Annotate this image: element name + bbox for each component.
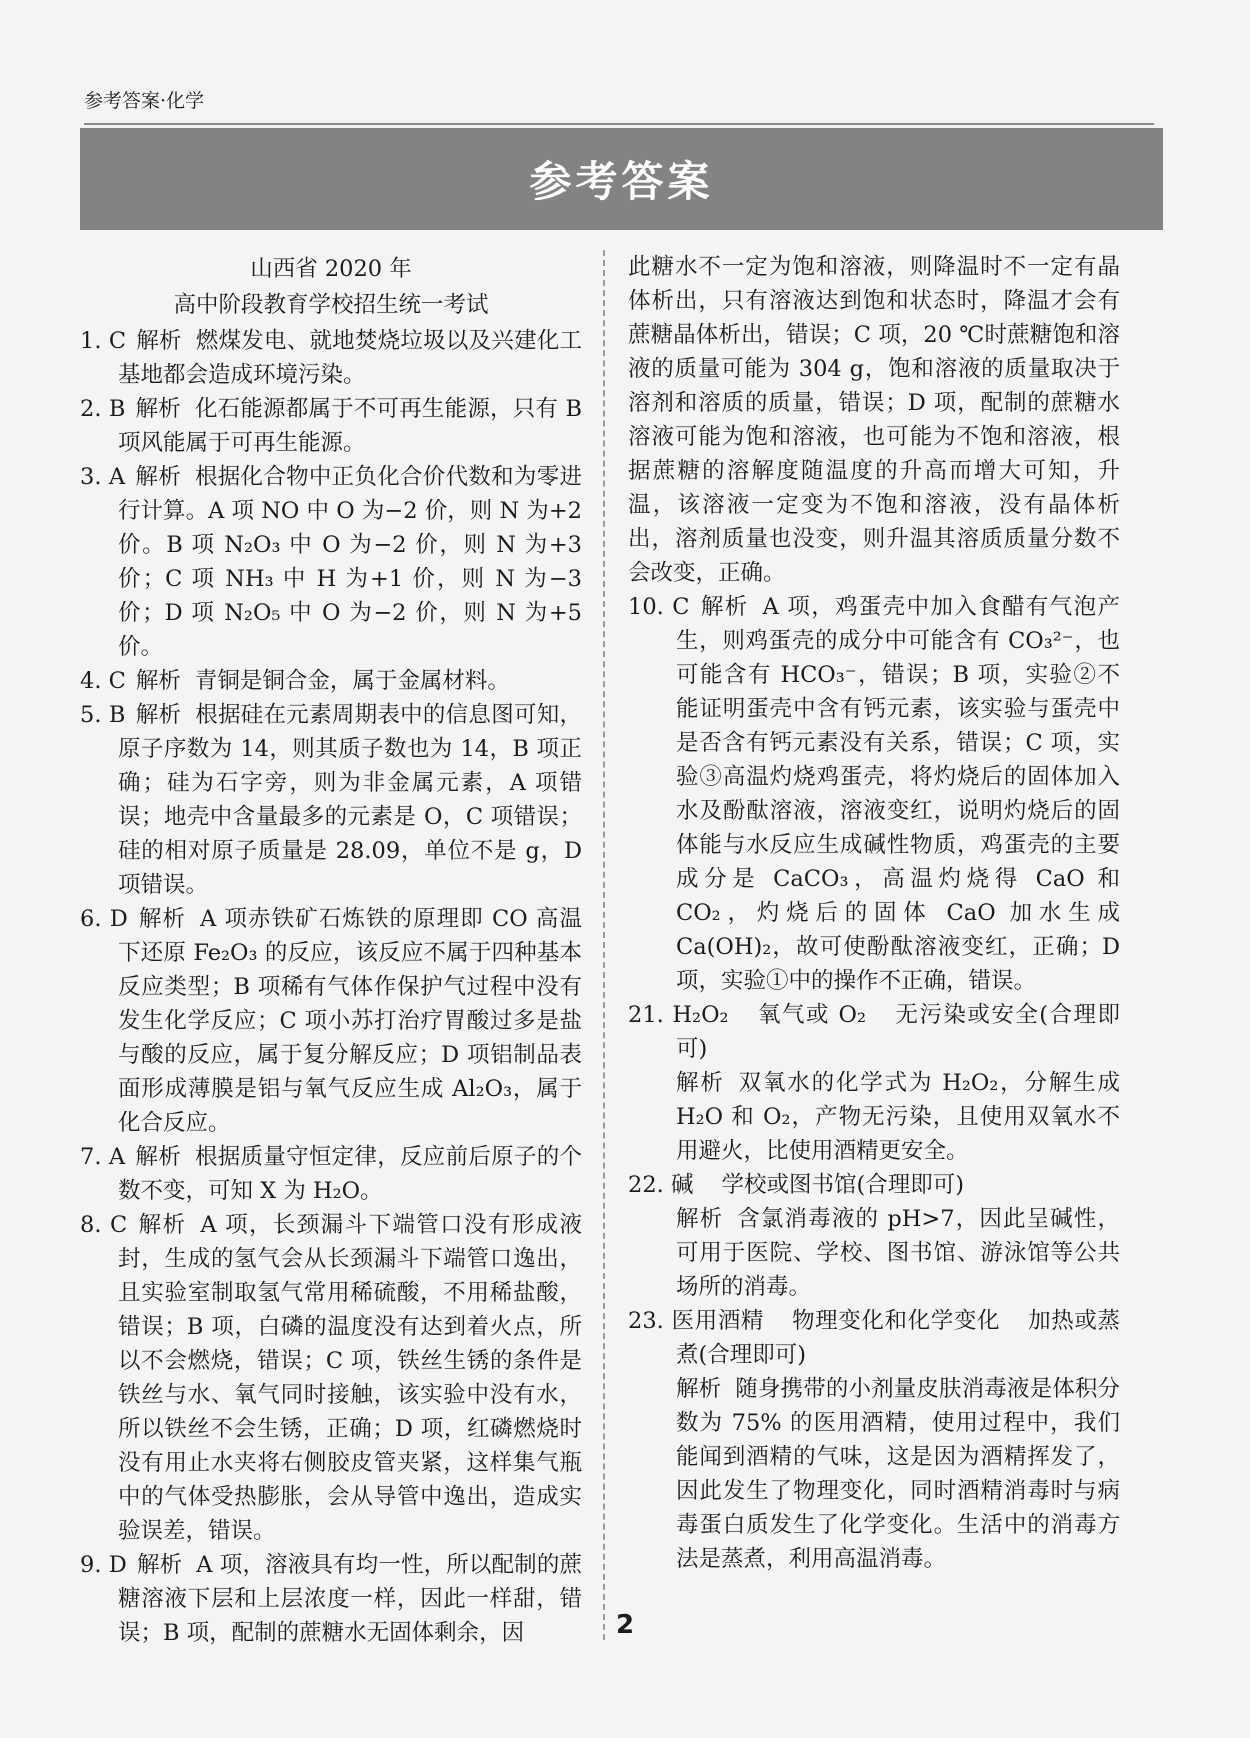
blank-answer: 物理变化和化学变化 bbox=[792, 1308, 1001, 1334]
parse-label: 解析 bbox=[676, 1070, 725, 1096]
answer-9-continuation: 此糖水不一定为饱和溶液，则降温时不一定有晶体析出，只有溶液达到饱和状态时，降温才会有蔗糖晶体析出，错误；C 项，20 ℃时蔗糖饱和溶液的质量可能为 304 g，饱和溶液的质量取决于溶剂和溶质的质量，错误；D 项，配制的蔗糖水溶液可能为饱和溶液，也可能为不饱和溶液，根据蔗糖的溶解度随温度的升高而增大可知，升温，该溶液一定变为不饱和溶液，没有晶体析出，溶剂质量也没变，则升温其溶质质量分数不会改变，正确。 bbox=[628, 254, 1120, 586]
parse-label: 解析 bbox=[699, 594, 749, 620]
answer-text: A 项赤铁矿石炼铁的原理即 CO 高温下还原 Fe₂O₃ 的反应，该反应不属于四种基本反应类型；B 项稀有气体作保护气过程中没有发生化学反应；C 项小苏打治疗胃酸过多是盐与酸的反应，属于复分解反应；D 项铝制品表面形成薄膜是铝与氧气反应生成 Al₂O₃，属于化合反应。 bbox=[118, 906, 582, 1136]
parse-label: 解析 bbox=[135, 668, 181, 694]
blank-answer: 氧气或 O₂ bbox=[756, 1002, 867, 1028]
title-banner bbox=[80, 128, 1163, 230]
answer-number: 2. B bbox=[80, 396, 126, 422]
explanation-text: 随身携带的小剂量皮肤消毒液是体积分数为 75% 的医用酒精，使用过程中，我们能闻到酒精的气味，这是因为酒精挥发了，因此发生了物理变化，同时酒精消毒时与病毒蛋白质发生了化学变化。生活中的消毒方法是蒸煮，利用高温消毒。 bbox=[676, 1376, 1120, 1572]
answer-number: 23. bbox=[628, 1308, 664, 1334]
answer-text: 根据质量守恒定律，反应前后原子的个数不变，可知 X 为 H₂O。 bbox=[118, 1144, 582, 1204]
answer-number: 6. D bbox=[80, 906, 128, 932]
blank-answer: H₂O₂ bbox=[672, 1002, 729, 1028]
parse-label: 解析 bbox=[676, 1206, 724, 1232]
answer-number: 22. bbox=[628, 1172, 664, 1198]
answer-item-23 bbox=[628, 1304, 1120, 1372]
answer-text: A 项，长颈漏斗下端管口没有形成液封，生成的氢气会从长颈漏斗下端管口逸出，且实验室制取氢气常用稀硫酸，不用稀盐酸，错误；B 项，白磷的温度没有达到着火点，所以不会燃烧，错误；C 项，铁丝生锈的条件是铁丝与水、氧气同时接触，该实验中没有水，所以铁丝不会生锈，正确；D 项，红磷燃烧时没有用止水夹将右侧胶皮管夹紧，这样集气瓶中的气体受热膨胀，会从导管中逸出，造成实验误差，错误。 bbox=[118, 1212, 582, 1544]
answer-item bbox=[80, 698, 582, 902]
answer-text: 根据化合物中正负化合价代数和为零进行计算。A 项 NO 中 O 为−2 价，则 N 为+2 价。B 项 N₂O₃ 中 O 为−2 价，则 N 为+3 价；C 项 NH₃ 中 H 为+1 价，则 N 为−3 价；D 项 N₂O₅ 中 O 为−2 价，则 N 为+5 价。 bbox=[118, 464, 582, 660]
parse-label: 解析 bbox=[135, 702, 182, 728]
blank-answer: 加热或蒸煮(合理即可) bbox=[676, 1308, 1120, 1368]
answer-number: 3. A bbox=[80, 464, 126, 490]
running-header bbox=[84, 86, 1154, 125]
answer-item-10 bbox=[628, 590, 1120, 998]
banner-title: 参考答案 bbox=[529, 157, 714, 206]
parse-label: 解析 bbox=[137, 1212, 187, 1238]
blank-answer: 碱 bbox=[670, 1172, 694, 1198]
answer-item-22 bbox=[628, 1168, 1120, 1202]
answer-item bbox=[80, 324, 582, 392]
exam-title-line1: 山西省 2020 年 bbox=[250, 256, 412, 282]
answer-number: 5. B bbox=[80, 702, 126, 728]
exam-title-line2: 高中阶段教育学校招生统一考试 bbox=[173, 292, 489, 318]
column-divider bbox=[603, 250, 605, 1640]
answer-text: 根据硅在元素周期表中的信息图可知，原子序数为 14，则其质子数也为 14，B 项正确；硅为石字旁，则为非金属元素，A 项错误；地壳中含量最多的元素是 O，C 项错误；硅的相对原子质量是 28.09，单位不是 g，D 项错误。 bbox=[118, 702, 582, 898]
answer-item bbox=[80, 1140, 582, 1208]
page-number: 2 bbox=[615, 1610, 635, 1640]
answer-item bbox=[80, 392, 582, 460]
explanation bbox=[676, 1066, 1120, 1168]
left-column bbox=[80, 250, 582, 1650]
answer-text: A 项，鸡蛋壳中加入食醋有气泡产生，则鸡蛋壳的成分中可能含有 CO₃²⁻，也可能含有 HCO₃⁻，错误；B 项，实验②不能证明蛋壳中含有钙元素，该实验与蛋壳中是否含有钙元素没有关系，错误；C 项，实验③高温灼烧鸡蛋壳，将灼烧后的固体加入水及酚酞溶液，溶液变红，说明灼烧后的固体能与水反应生成碱性物质，鸡蛋壳的主要成分是 CaCO₃，高温灼烧得 CaO 和 CO₂，灼烧后的固体 CaO 加水生成 Ca(OH)₂，故可使酚酞溶液变红，正确；D 项，实验①中的操作不正确，错误。 bbox=[676, 594, 1120, 994]
parse-label: 解析 bbox=[136, 1552, 183, 1578]
answer-number: 1. C bbox=[80, 328, 127, 354]
parse-label: 解析 bbox=[135, 396, 181, 422]
answer-text: 化石能源都属于不可再生能源，只有 B 项风能属于可再生能源。 bbox=[118, 396, 582, 456]
running-title: 参考答案·化学 bbox=[84, 90, 205, 112]
answer-number: 4. C bbox=[80, 668, 126, 694]
blank-answer: 医用酒精 bbox=[671, 1308, 765, 1334]
answer-number: 8. C bbox=[80, 1212, 128, 1238]
blank-answer: 无污染或安全(合理即可) bbox=[676, 1002, 1121, 1062]
right-column bbox=[628, 250, 1120, 1576]
answer-item bbox=[80, 1208, 582, 1548]
answer-item-21 bbox=[628, 998, 1121, 1066]
answer-number: 9. D bbox=[80, 1552, 127, 1578]
parse-label: 解析 bbox=[676, 1376, 722, 1402]
explanation-text: 双氧水的化学式为 H₂O₂，分解生成 H₂O 和 O₂，产物无污染，且使用双氧水不用避火，比使用酒精更安全。 bbox=[676, 1070, 1120, 1164]
parse-label: 解析 bbox=[135, 464, 181, 490]
explanation bbox=[676, 1202, 1120, 1304]
answer-text: 青铜是铜合金，属于金属材料。 bbox=[194, 668, 510, 694]
parse-label: 解析 bbox=[135, 1144, 181, 1170]
answer-text: 燃煤发电、就地焚烧垃圾以及兴建化工基地都会造成环境污染。 bbox=[118, 328, 582, 388]
parse-label: 解析 bbox=[137, 906, 186, 932]
explanation bbox=[676, 1372, 1120, 1576]
answer-number: 21. bbox=[628, 1002, 664, 1028]
answer-item bbox=[80, 664, 582, 698]
parse-label: 解析 bbox=[136, 328, 182, 354]
explanation-text: 含氯消毒液的 pH>7，因此呈碱性，可用于医院、学校、图书馆、游泳馆等公共场所的消毒。 bbox=[676, 1206, 1120, 1300]
answer-item bbox=[80, 902, 582, 1140]
answer-number: 7. A bbox=[80, 1144, 126, 1170]
blank-answer: 学校或图书馆(合理即可) bbox=[721, 1172, 965, 1198]
answer-item bbox=[80, 460, 582, 664]
answer-text: A 项，溶液具有均一性，所以配制的蔗糖溶液下层和上层浓度一样，因此一样甜，错误；B 项，配制的蔗糖水无固体剩余，因 bbox=[118, 1552, 582, 1646]
answer-number: 10. C bbox=[628, 594, 690, 620]
